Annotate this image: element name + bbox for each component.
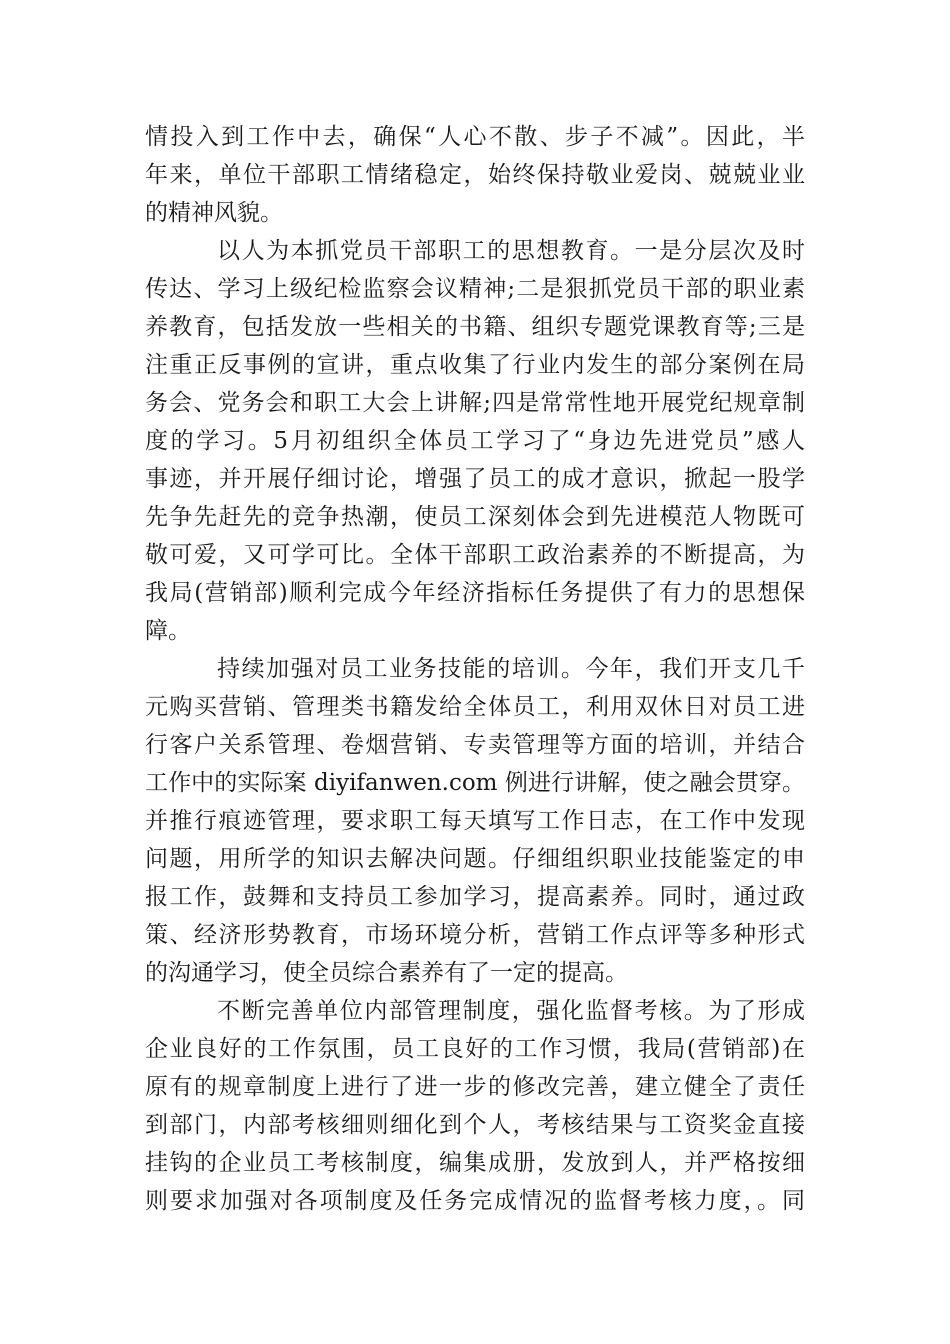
text-line: 务会、党务会和职工大会上讲解;四是常常性地开展党纪规章制 — [145, 390, 805, 416]
paragraph — [145, 118, 805, 232]
text-line: 以人为本抓党员干部职工的思想教育。一是分层次及时 — [217, 238, 805, 264]
text-line: 事迹，并开展仔细讨论，增强了员工的成才意识，掀起一股学 — [145, 466, 805, 492]
text-line: 问题，用所学的知识去解决问题。仔细组织职业技能鉴定的申 — [145, 846, 805, 872]
paragraph — [145, 232, 805, 650]
text-line: 养教育，包括发放一些相关的书籍、组织专题党课教育等;三是 — [145, 314, 805, 340]
paragraph — [145, 992, 805, 1220]
text-line: 的沟通学习，使全员综合素养有了一定的提高。 — [145, 960, 628, 986]
text-line: 的精神风貌。 — [145, 200, 283, 226]
text-line: 度的学习。5月初组织全体员工学习了“身边先进党员”感人 — [145, 428, 805, 454]
text-line: 原有的规章制度上进行了进一步的修改完善，建立健全了责任 — [145, 1074, 805, 1100]
text-line: 注重正反事例的宣讲，重点收集了行业内发生的部分案例在局 — [145, 352, 805, 378]
text-line: 不断完善单位内部管理制度，强化监督考核。为了形成 — [217, 998, 805, 1024]
text-line: 行客户关系管理、卷烟营销、专卖管理等方面的培训，并结合 — [145, 732, 805, 758]
text-line: 到部门，内部考核细则细化到个人，考核结果与工资奖金直接 — [145, 1112, 805, 1138]
text-line: 年来，单位干部职工情绪稳定，始终保持敬业爱岗、兢兢业业 — [145, 162, 805, 188]
text-line: 情投入到工作中去，确保“人心不散、步子不减”。因此，半 — [145, 124, 805, 150]
text-line: 报工作，鼓舞和支持员工参加学习，提高素养。同时，通过政 — [145, 884, 805, 910]
text-line: 策、经济形势教育，市场环境分析，营销工作点评等多种形式 — [145, 922, 805, 948]
text-line: 工作中的实际案 diyifanwen.com 例进行讲解，使之融会贯穿。 — [145, 770, 805, 796]
text-line: 传达、学习上级纪检监察会议精神;二是狠抓党员干部的职业素 — [145, 276, 805, 302]
document-body — [145, 118, 805, 1220]
text-line: 则要求加强对各项制度及任务完成情况的监督考核力度，。同 — [145, 1188, 805, 1214]
text-line: 挂钩的企业员工考核制度，编集成册，发放到人，并严格按细 — [145, 1150, 805, 1176]
text-line: 障。 — [145, 618, 191, 644]
text-line: 企业良好的工作氛围，员工良好的工作习惯，我局(营销部)在 — [145, 1036, 805, 1062]
text-line: 并推行痕迹管理，要求职工每天填写工作日志，在工作中发现 — [145, 808, 805, 834]
text-line: 持续加强对员工业务技能的培训。今年，我们开支几千 — [217, 656, 805, 682]
text-line: 元购买营销、管理类书籍发给全体员工，利用双休日对员工进 — [145, 694, 805, 720]
text-line: 先争先赶先的竞争热潮，使员工深刻体会到先进模范人物既可 — [145, 504, 805, 530]
text-line: 我局(营销部)顺利完成今年经济指标任务提供了有力的思想保 — [145, 580, 805, 606]
text-line: 敬可爱，又可学可比。全体干部职工政治素养的不断提高，为 — [145, 542, 805, 568]
paragraph — [145, 650, 805, 992]
